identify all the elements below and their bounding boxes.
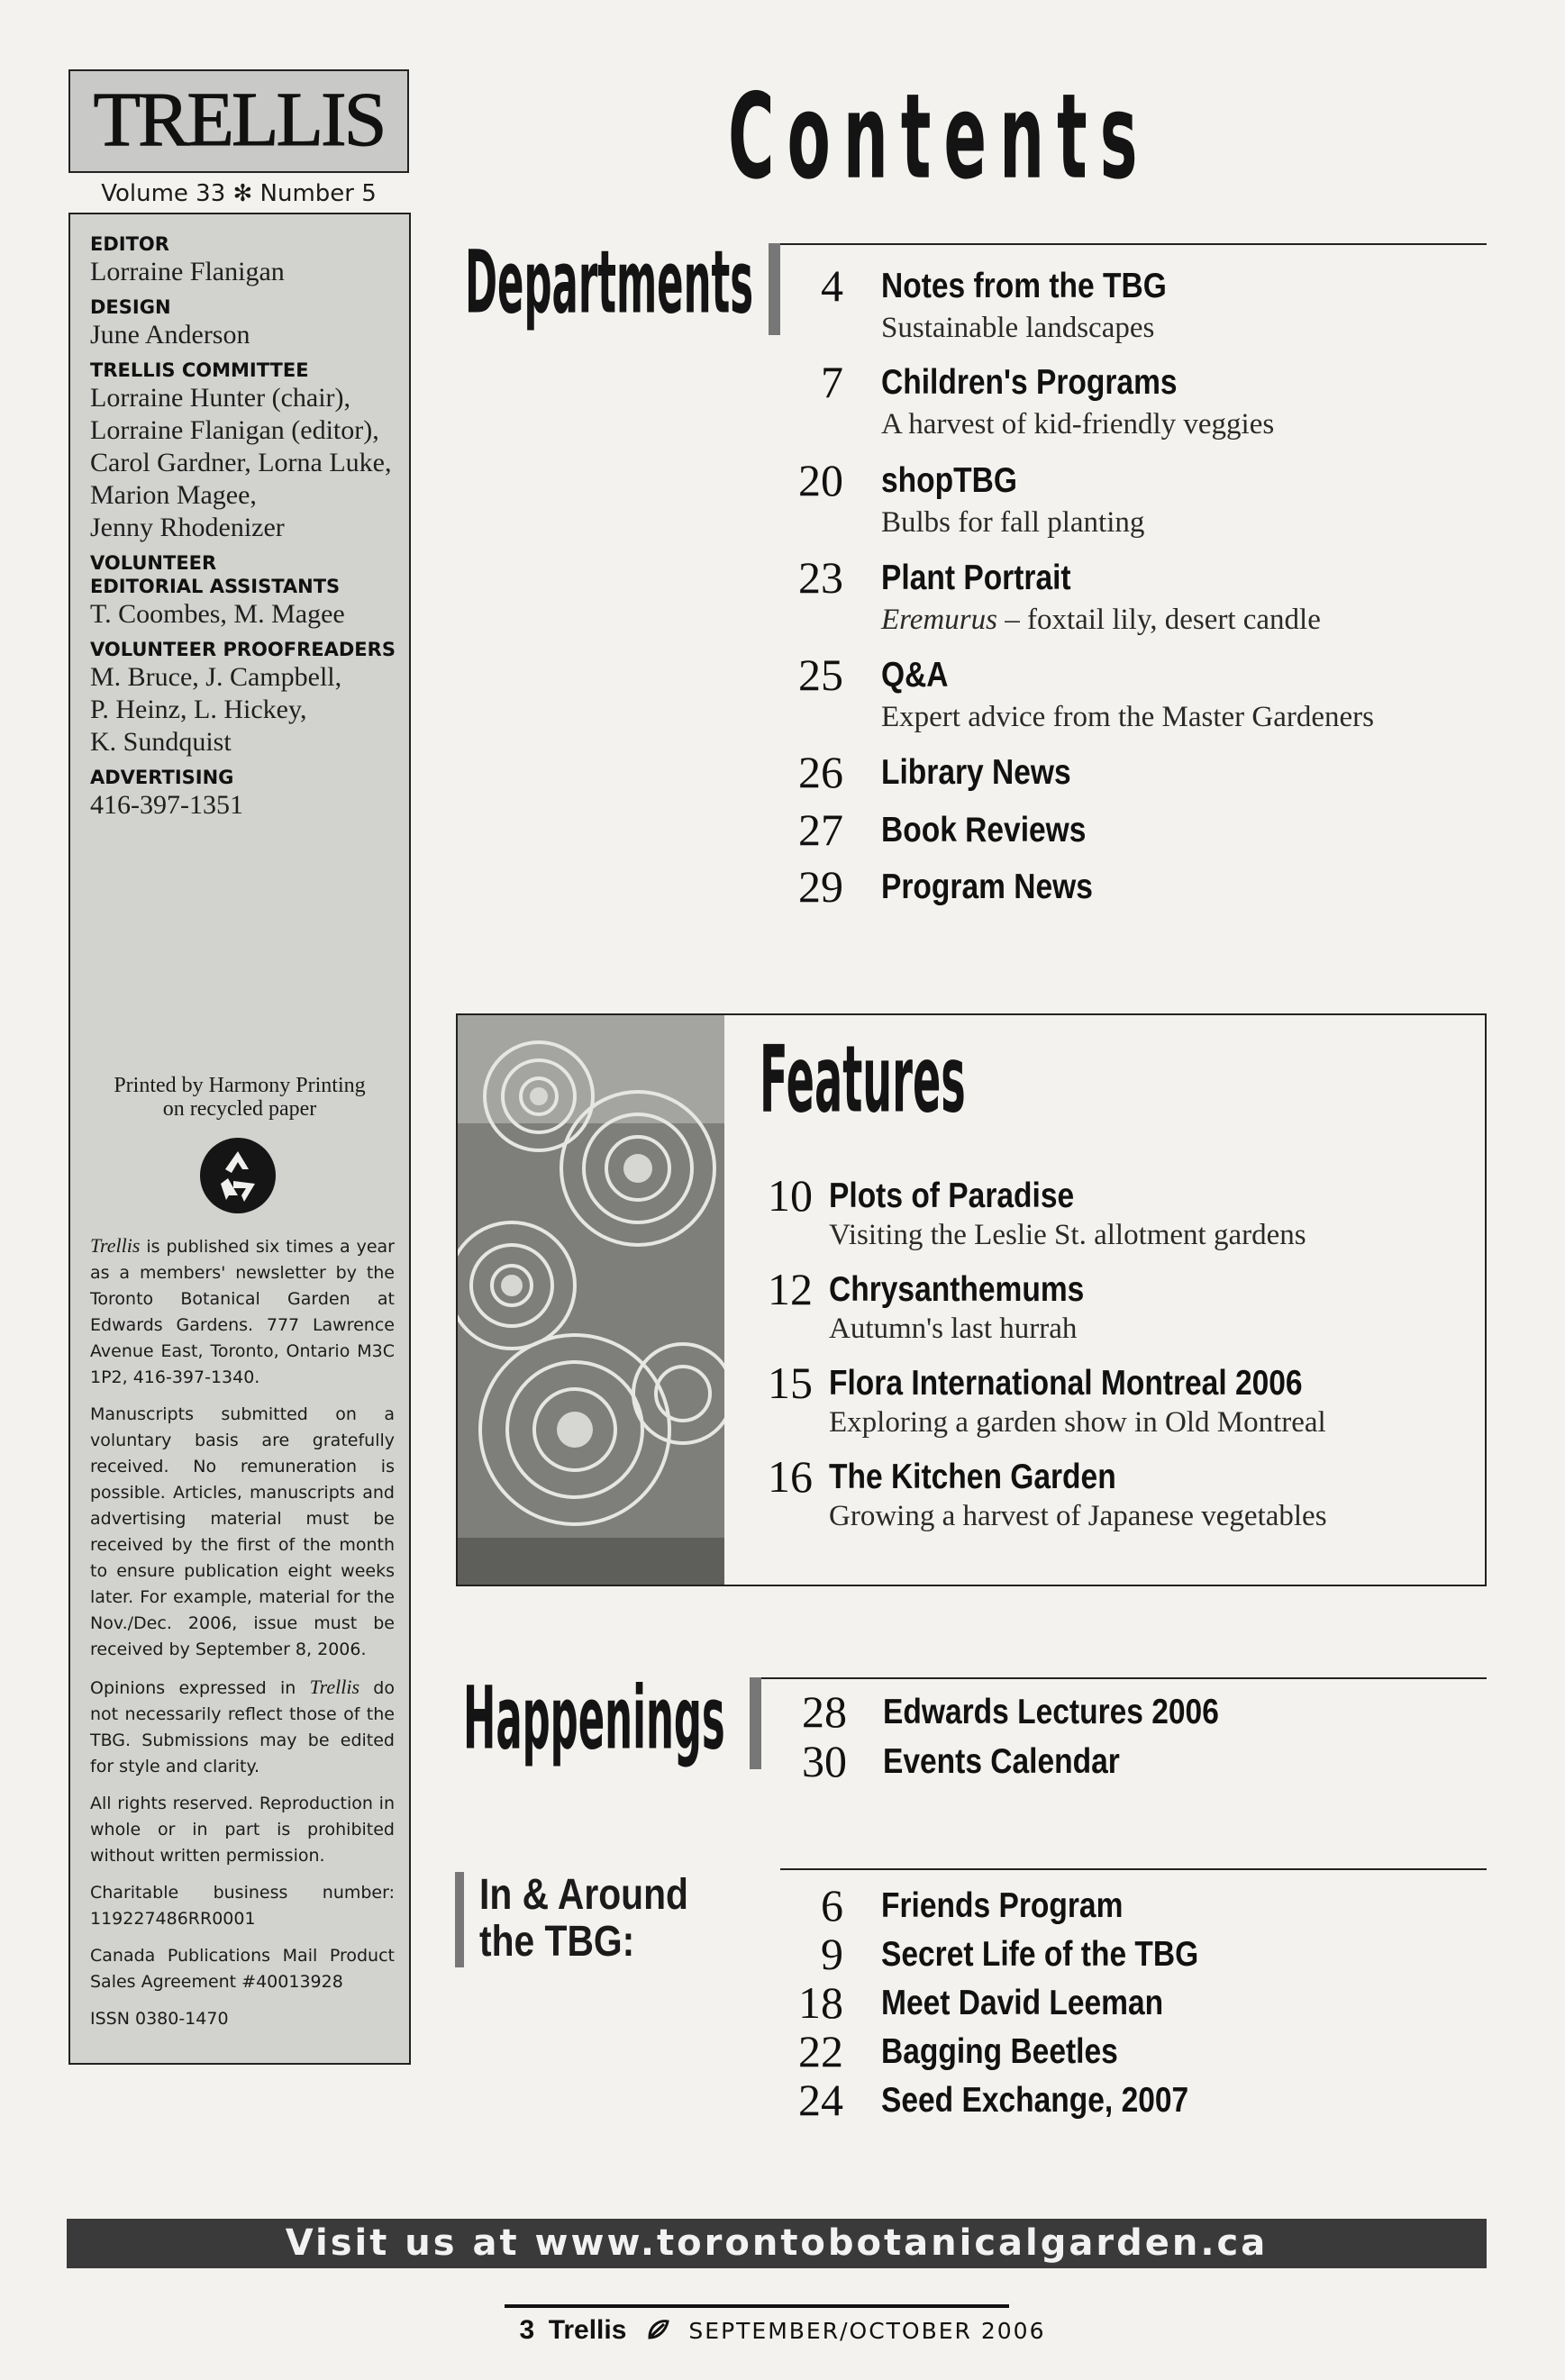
- toc-entry[interactable]: [744, 749, 1492, 799]
- toc-entry[interactable]: [744, 861, 1492, 913]
- credit-advertising: [90, 766, 396, 822]
- credit-committee: [90, 359, 396, 544]
- credit-name: Jenny Rhodenizer: [90, 513, 285, 542]
- entry-subtitle: Growing a harvest of Japanese vegetables: [829, 1500, 1327, 1532]
- publication-name-italic: Trellis: [309, 1676, 360, 1698]
- toc-entry[interactable]: [744, 1931, 1492, 1978]
- subtitle-text: – foxtail lily, desert candle: [996, 604, 1321, 636]
- toc-entry[interactable]: [744, 652, 1492, 733]
- credit-name: Lorraine Flanigan (editor),: [90, 415, 379, 445]
- page-number: 10: [768, 1170, 813, 1221]
- entry-subtitle: Visiting the Leslie St. allotment gardens: [829, 1219, 1306, 1251]
- toc-entry[interactable]: [744, 804, 1492, 857]
- entry-subtitle: Autumn's last hurrah: [829, 1313, 1078, 1345]
- entry-subtitle: Sustainable landscapes: [881, 312, 1155, 344]
- recycle-icon: [199, 1137, 277, 1214]
- credit-editor: [90, 232, 396, 288]
- credit-label: EDITOR: [90, 233, 169, 255]
- entry-title: Children's Programs: [881, 363, 1178, 402]
- credit-name: K. Sundquist: [90, 727, 232, 757]
- fine-print-paragraph: Manuscripts submitted on a voluntary basis are gratefully received. No remuneration is possible. Articles, manuscripts and advertising material must be received by the first of the month to ensure publication eight weeks later. For example, material for the Nov./Dec. 2006, issue must be received by September 8, 2006.: [90, 1404, 395, 1659]
- entry-title: Book Reviews: [881, 811, 1087, 849]
- page-number: 29: [798, 861, 843, 912]
- leaf-swirl-icon: [644, 2316, 671, 2343]
- volume-number: Volume 33 ✻ Number 5: [101, 180, 377, 207]
- fine-print-paragraph: Canada Publications Mail Product Sales Agreement #40013928: [90, 1946, 395, 1992]
- credit-name: Lorraine Hunter (chair),: [90, 383, 351, 413]
- page-number: 23: [798, 552, 843, 603]
- entry-title: Library News: [881, 753, 1071, 792]
- page-number: 30: [802, 1736, 847, 1786]
- page-number: 16: [768, 1451, 813, 1502]
- entry-title: Plant Portrait: [881, 559, 1071, 597]
- page-footer: [0, 2315, 1565, 2346]
- toc-entry[interactable]: [744, 359, 1492, 441]
- credit-name: Marion Magee,: [90, 480, 257, 510]
- page-number: 15: [768, 1358, 813, 1408]
- in-around-rule: [780, 1868, 1487, 1870]
- toc-entry[interactable]: [714, 1264, 1479, 1348]
- entry-title: Seed Exchange, 2007: [881, 2081, 1189, 2120]
- page-number: 22: [798, 2026, 843, 2076]
- page-number: 6: [821, 1880, 843, 1930]
- fine-print-text: Opinions expressed in: [90, 1678, 310, 1698]
- plant-name-italic: Eremurus: [881, 604, 997, 636]
- entry-title: Q&A: [881, 656, 949, 695]
- entry-title: Notes from the TBG: [881, 267, 1167, 305]
- printer-note: [79, 1074, 400, 1121]
- credit-name: Carol Gardner, Lorna Luke,: [90, 448, 392, 477]
- chrysanthemum-photo: [458, 1015, 724, 1585]
- toc-entry[interactable]: [764, 1736, 1485, 1786]
- entry-title: Flora International Montreal 2006: [829, 1364, 1303, 1403]
- printer-line: on recycled paper: [162, 1097, 317, 1121]
- credit-name: M. Bruce, J. Campbell,: [90, 662, 342, 692]
- footer-issue: SEPTEMBER/OCTOBER 2006: [688, 2318, 1046, 2344]
- departments-rule: [780, 243, 1487, 245]
- entry-title: Plots of Paradise: [829, 1176, 1075, 1215]
- departments-heading: Departments: [465, 231, 754, 333]
- fine-print-paragraph: Charitable business number: 119227486RR0001: [90, 1883, 395, 1929]
- fine-print-paragraph: All rights reserved. Reproduction in whole or in part is prohibited without written permission.: [90, 1794, 395, 1866]
- entry-title: Edwards Lectures 2006: [883, 1693, 1219, 1731]
- happenings-accent-bar: [750, 1677, 761, 1769]
- fine-print: [90, 1232, 395, 2032]
- toc-entry[interactable]: [744, 260, 1492, 344]
- toc-entry[interactable]: [714, 1451, 1479, 1535]
- page-number: 18: [798, 1977, 843, 2028]
- features-heading: Features: [760, 1025, 966, 1134]
- entry-title: Events Calendar: [883, 1742, 1120, 1781]
- credit-label: EDITORIAL ASSISTANTS: [90, 576, 341, 597]
- publication-name-italic: Trellis: [90, 1234, 141, 1257]
- entry-subtitle: A harvest of kid-friendly veggies: [881, 408, 1275, 441]
- credit-editorial-assistants: [90, 551, 396, 631]
- in-around-accent-bar: [455, 1872, 464, 1967]
- page-number: 9: [821, 1929, 843, 1979]
- entry-title: Chrysanthemums: [829, 1270, 1085, 1309]
- fine-print-paragraph: ISSN 0380-1470: [90, 2009, 229, 2029]
- heading-line: the TBG:: [479, 1918, 635, 1966]
- entry-title: Meet David Leeman: [881, 1984, 1164, 2022]
- page-number: 4: [821, 260, 843, 311]
- page-number: 24: [798, 2075, 843, 2125]
- footer-rule: [505, 2304, 1009, 2308]
- page-number: 25: [798, 650, 843, 700]
- trellis-logo: TRELLIS: [93, 76, 385, 162]
- website-banner[interactable]: Visit us at www.torontobotanicalgarden.ca: [67, 2219, 1487, 2268]
- credit-label: VOLUNTEER PROOFREADERS: [90, 639, 396, 660]
- entry-title: shopTBG: [881, 461, 1017, 500]
- entry-title: Secret Life of the TBG: [881, 1935, 1199, 1974]
- entry-subtitle: Expert advice from the Master Gardeners: [881, 701, 1375, 733]
- printer-line: Printed by Harmony Printing: [114, 1074, 366, 1097]
- page-number: 12: [768, 1264, 813, 1314]
- toc-entry[interactable]: [744, 455, 1492, 539]
- toc-entry[interactable]: [764, 1686, 1485, 1737]
- footer-page-number: 3: [519, 2315, 535, 2345]
- toc-entry[interactable]: [744, 2077, 1492, 2124]
- toc-entry[interactable]: [714, 1360, 1479, 1441]
- entry-title: The Kitchen Garden: [829, 1458, 1116, 1496]
- credit-name: T. Coombes, M. Magee: [90, 599, 345, 629]
- toc-entry[interactable]: [714, 1170, 1479, 1254]
- footer-publication: Trellis: [548, 2315, 627, 2345]
- credit-label: ADVERTISING: [90, 767, 234, 788]
- heading-line: In & Around: [479, 1871, 688, 1919]
- entry-title: Program News: [881, 868, 1093, 906]
- entry-title: Bagging Beetles: [881, 2032, 1118, 2071]
- entry-subtitle: Bulbs for fall planting: [881, 506, 1145, 539]
- entry-subtitle: Exploring a garden show in Old Montreal: [829, 1406, 1326, 1439]
- toc-entry[interactable]: [744, 552, 1492, 636]
- fine-print-paragraph: [90, 1674, 395, 1780]
- credit-label: VOLUNTEER: [90, 552, 217, 574]
- credit-proofreaders: [90, 638, 396, 759]
- entry-subtitle: [881, 603, 1321, 637]
- credit-name: Lorraine Flanigan: [90, 257, 285, 286]
- credits-list: [90, 232, 396, 822]
- masthead-sidebar: [68, 213, 411, 2065]
- toc-entry[interactable]: [744, 1880, 1492, 1930]
- credit-label: DESIGN: [90, 296, 171, 318]
- credit-name: June Anderson: [90, 320, 250, 350]
- entry-title: Friends Program: [881, 1886, 1124, 1925]
- fine-print-text: do not necessarily reflect those of the TBG. Submissions may be edited for style and clarity.: [90, 1678, 395, 1776]
- page-number: 27: [798, 804, 843, 855]
- credit-name: P. Heinz, L. Hickey,: [90, 695, 307, 724]
- masthead-logo-box: [68, 69, 409, 173]
- credit-design: [90, 295, 396, 351]
- happenings-rule: [761, 1677, 1487, 1679]
- toc-entry[interactable]: [744, 2026, 1492, 2076]
- credit-phone: 416-397-1351: [90, 790, 243, 820]
- page-number: 7: [821, 357, 843, 407]
- contents-heading: Contents: [728, 68, 1151, 206]
- page-number: 20: [798, 455, 843, 505]
- page-number: 26: [798, 747, 843, 797]
- in-around-heading: [479, 1872, 688, 1966]
- page-number: 28: [802, 1686, 847, 1737]
- credit-label: TRELLIS COMMITTEE: [90, 359, 309, 381]
- happenings-heading: Happenings: [463, 1667, 725, 1769]
- fine-print-paragraph: [90, 1232, 395, 1391]
- fine-print-text: is published six times a year as a members' newsletter by the Toronto Botanical Garden at Edwards Gardens. 777 Lawrence Avenue East, Toronto, Ontario M3C 1P2, 416-397-1340.: [90, 1237, 395, 1387]
- toc-entry[interactable]: [744, 1977, 1492, 2028]
